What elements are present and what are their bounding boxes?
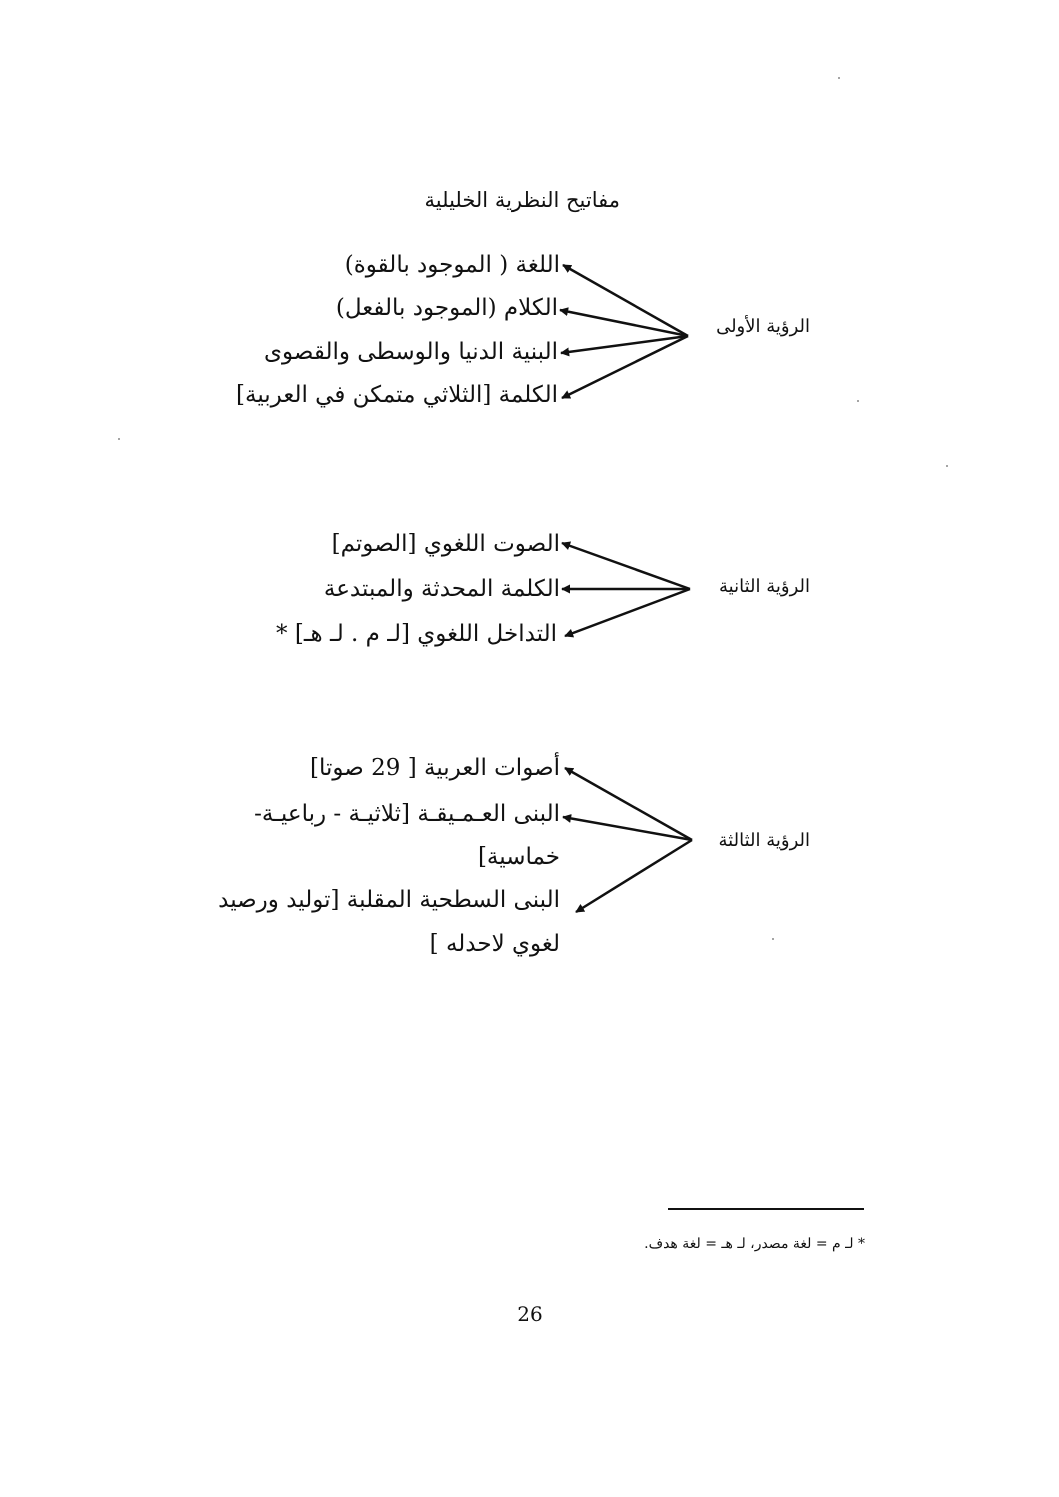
page-title: مفاتيح النظرية الخليلية <box>424 188 620 212</box>
scan-speck <box>118 438 120 440</box>
vision-item: الكلمة المحدثة والمبتدعة <box>323 576 560 602</box>
scan-speck <box>946 465 948 467</box>
vision-item: البنية الدنيا والوسطى والقصوى <box>264 339 558 365</box>
scan-speck <box>857 400 859 402</box>
vision-item: التداخل اللغوي [لـ م . لـ هـ] * <box>276 621 557 647</box>
vision-item: اللغة ( الموجود بالقوة) <box>344 252 560 278</box>
vision-item: الصوت اللغوي [الصوتم] <box>331 531 560 557</box>
vision-item: أصوات العربية [ 29 صوتا] <box>310 755 560 781</box>
vision-label-third: الرؤية الثالثة <box>718 830 810 851</box>
scan-speck <box>838 77 840 79</box>
footnote-rule <box>668 1208 864 1210</box>
vision-item: الكلمة [الثلاثي متمكن في العربية] <box>236 382 558 408</box>
vision-item: خماسية] <box>477 844 560 870</box>
vision-label-first: الرؤية الأولى <box>716 316 810 337</box>
vision-item: لغوي لاحدله ] <box>429 931 560 957</box>
vision-item: الكلام (الموجود بالفعل) <box>335 295 558 321</box>
arrow-v1-2 <box>560 310 688 336</box>
footnote-text: * لـ م = لغة مصدر، لـ هـ = لغة هدف. <box>644 1236 865 1252</box>
page-number: 26 <box>517 1302 543 1326</box>
vision-item: البنى السطحية المقلبة [توليد ورصيد <box>218 887 560 913</box>
vision-item: البنى العـمـيقـة [ثلاثيـة - رباعيـة- <box>254 801 560 827</box>
vision-label-second: الرؤية الثانية <box>719 576 810 597</box>
scan-speck <box>772 938 774 940</box>
